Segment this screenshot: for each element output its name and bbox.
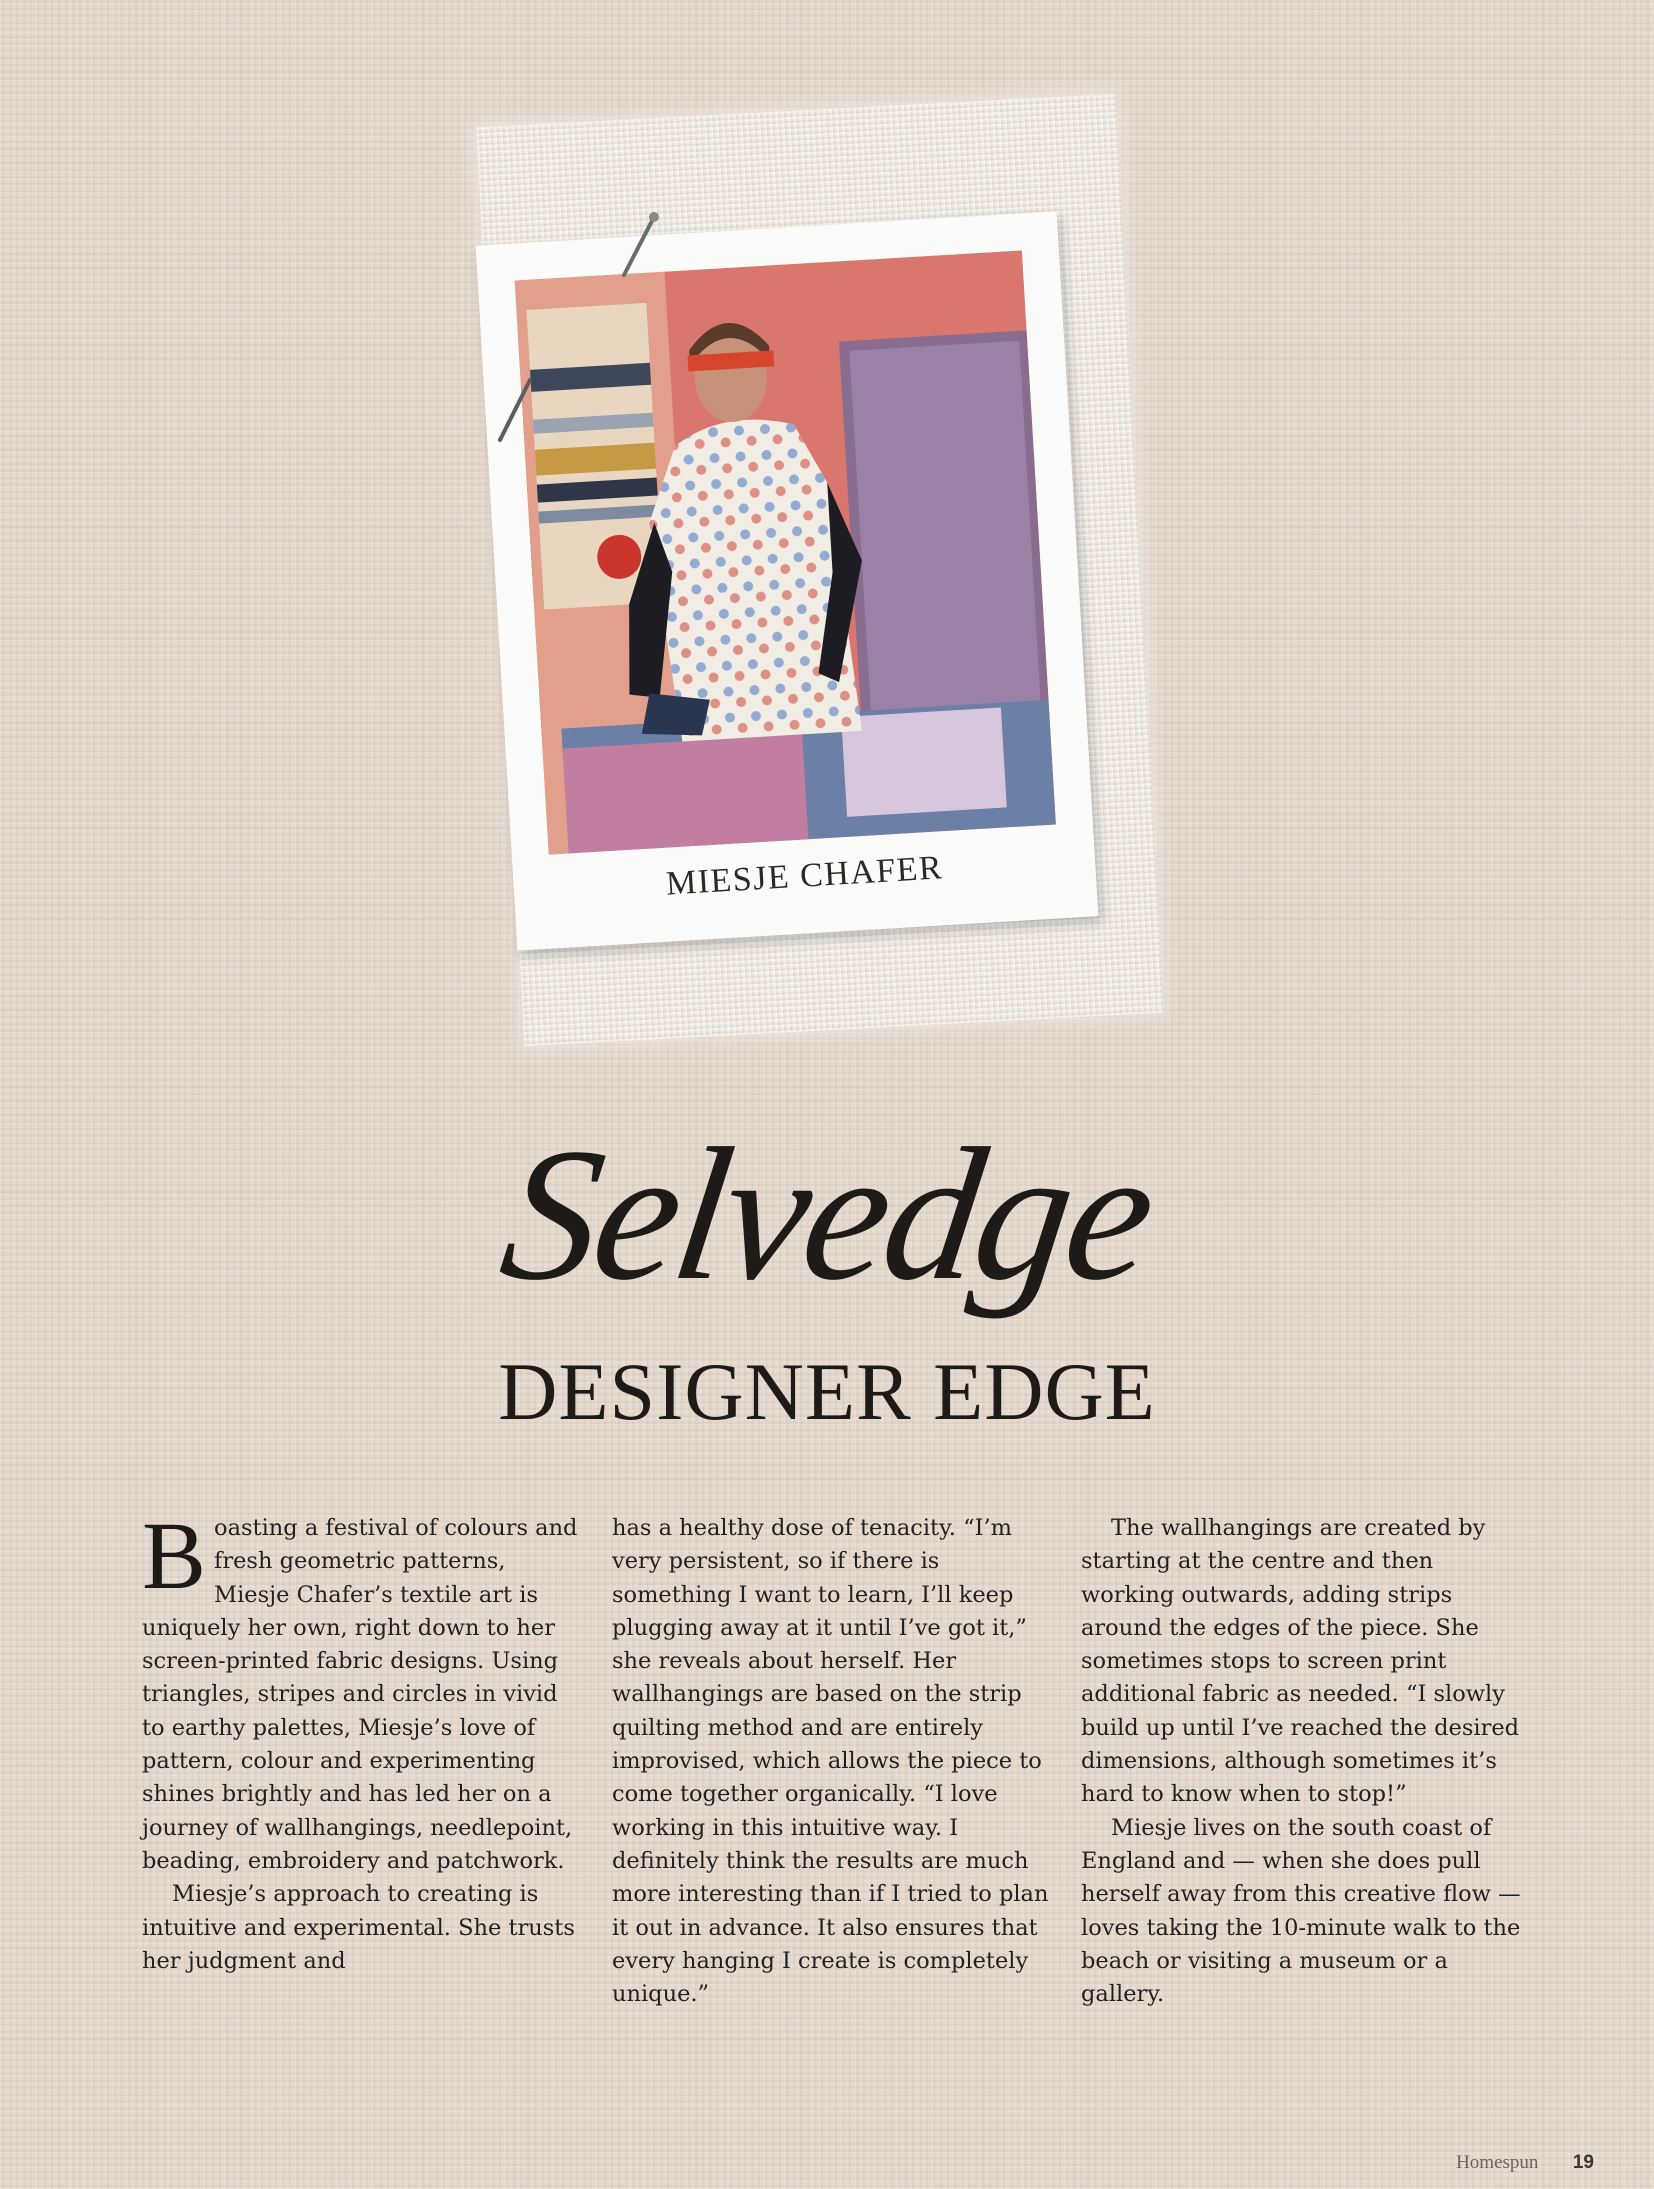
magazine-name: Homespun [1456, 2152, 1539, 2173]
paragraph: The wallhangings are created by starting at the centre and then working outwards, adding strips around the edges of the piece. She sometimes stops to screen print additional fabric as needed. “I slowly build up until I’ve reached the desired dimensions, although sometimes it’s hard to know when to stop!” [1081, 1515, 1520, 1808]
article-column-3 [1081, 1512, 1521, 2011]
paragraph [142, 1502, 582, 1878]
article-column-2 [612, 1512, 1052, 2011]
paragraph: has a healthy dose of tenacity. “I’m very persistent, so if there is something I want to learn, I’ll keep plugging away at it until I’ve got it,” she reveals about herself. Her wallhangings are based on the strip quilting method and are entirely improvised, which allows the piece to come together organically. “I love working in this intuitive way. I definitely think the results are much more interesting than if I tried to plan it out in advance. It also ensures that every hanging I create is completely unique.” [612, 1515, 1049, 2008]
drop-cap: B [142, 1502, 207, 1609]
paragraph: Miesje lives on the south coast of England and — when she does pull herself away from this creative flow — loves taking the 10-minute walk to the beach or visiting a museum or a gallery. [1081, 1814, 1521, 2008]
article-column-1 [142, 1502, 582, 1978]
paragraph: Miesje’s approach to creating is intuitive and experimental. She trusts her judgment and [142, 1881, 575, 1974]
page-footer [1456, 2152, 1594, 2174]
polaroid-frame [476, 211, 1099, 950]
portrait-photo [515, 250, 1056, 854]
script-title: Selvedge [490, 1110, 1164, 1320]
paragraph-text: oasting a festival of colours and fresh geometric patterns, Miesje Chafer’s textile art is uniquely her own, right down to her screen-printed fabric designs. Using triangles, stripes and circles in vivid to earthy palettes, Miesje’s love of pattern, colour and experimenting shines brightly and has led her on a journey of wallhangings, needlepoint, beading, embroidery and patchwork. [142, 1515, 578, 1874]
article-heading: DESIGNER EDGE [498, 1346, 1156, 1437]
photo-caption: MIESJE CHAFER [664, 849, 945, 903]
page-number: 19 [1572, 2152, 1594, 2173]
